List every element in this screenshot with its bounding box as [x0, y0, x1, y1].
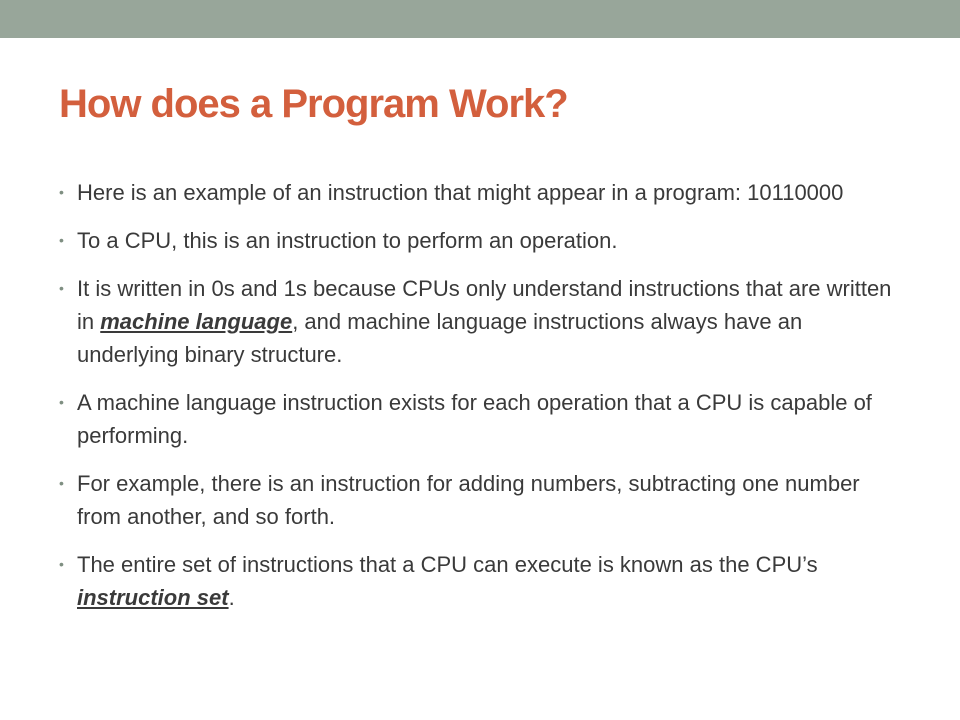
bullet-text-before: It is written in 0s and 1s because CPUs only understand instructions that are written in [77, 276, 892, 334]
bullet-text: For example, there is an instruction for adding numbers, subtracting one number from another, and so forth. [77, 471, 860, 529]
slide-title: How does a Program Work? [59, 82, 568, 126]
bullet-text: A machine language instruction exists for each operation that a CPU is capable of performing. [77, 390, 872, 448]
bullet-item [59, 272, 899, 371]
bullet-dot-icon: • [59, 475, 64, 491]
bullet-text-after: , and machine language instructions always have an underlying binary structure. [77, 309, 803, 367]
top-accent-bar [0, 0, 960, 38]
bullet-text: Here is an example of an instruction that might appear in a program: 10110000 [77, 180, 844, 205]
term-instruction-set: instruction set [77, 585, 229, 610]
bullet-item [59, 224, 899, 257]
bullet-dot-icon: • [59, 394, 64, 410]
bullet-dot-icon: • [59, 280, 64, 296]
bullet-dot-icon: • [59, 232, 64, 248]
bullet-item [59, 467, 899, 533]
bullet-text: To a CPU, this is an instruction to perform an operation. [77, 228, 618, 253]
bullet-dot-icon: • [59, 184, 64, 200]
bullet-list [59, 176, 899, 629]
bullet-item [59, 548, 899, 614]
bullet-dot-icon: • [59, 556, 64, 572]
bullet-item [59, 386, 899, 452]
bullet-text-before: The entire set of instructions that a CPU can execute is known as the CPU’s [77, 552, 818, 577]
bullet-item [59, 176, 899, 209]
bullet-text-after: . [228, 585, 235, 610]
term-machine-language: machine language [100, 309, 293, 334]
